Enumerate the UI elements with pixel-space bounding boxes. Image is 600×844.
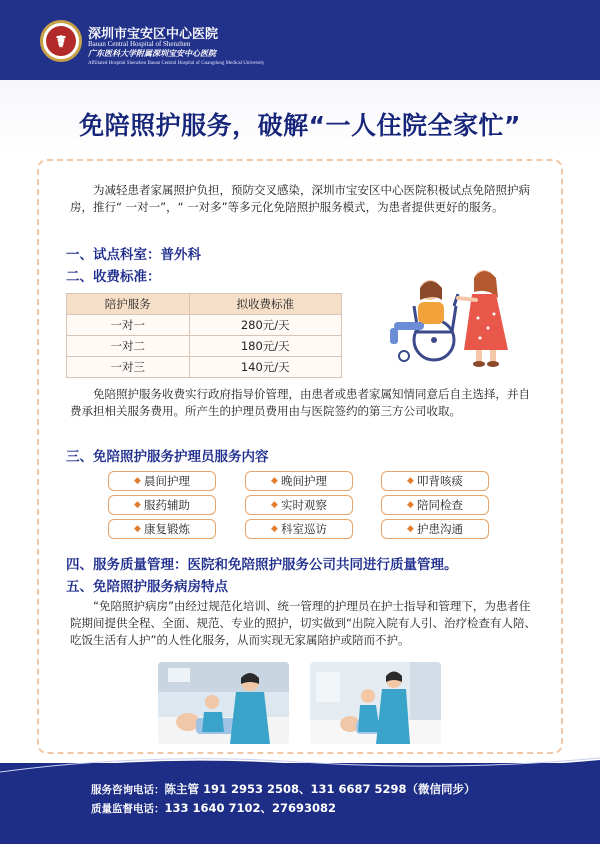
section-service-content: 三、免陪照护服务护理员服务内容 [66, 449, 269, 465]
table-header: 拟收费标准 [189, 294, 342, 315]
consult-phone-line [91, 781, 476, 797]
affiliate-name-en: Affiliated Hospital Shenzhen Baoan Central Hospital of Guangdong Medical University [88, 61, 265, 66]
service-item [245, 495, 353, 515]
bullet-icon: ◆ [271, 524, 278, 534]
service-item [381, 495, 489, 515]
hospital-name-cn: 深圳市宝安区中心医院 [88, 27, 219, 42]
service-label: 实时观察 [280, 498, 327, 512]
bullet-icon: ◆ [407, 524, 414, 534]
hospital-logo-icon: ☤ [40, 20, 82, 62]
table-cell: 一对一 [67, 315, 190, 336]
service-item [108, 519, 216, 539]
service-label: 服药辅助 [143, 498, 190, 512]
intro-paragraph: 为减轻患者家属照护负担，预防交叉感染，深圳市宝安区中心医院积极试点免陪照护病房，推行“ 一对一”，“ 一对多”等多元化免陪照护服务模式，为患者提供更好的服务。 [70, 183, 530, 214]
section-fee-standard: 二、收费标准： [66, 269, 161, 285]
header-banner [0, 0, 600, 80]
consult-phone-value: 陈主管 191 2953 2508、131 6687 5298（微信同步） [164, 782, 476, 796]
service-item [381, 471, 489, 491]
ward-features-paragraph: “免陪照护病房”由经过规范化培训、统一管理的护理员在护士指导和管理下，为患者住院期间提供全程、全面、规范、专业的照护，切实做到“出院入院有人引、治疗检查有人陪、吃饭生活有人护”的人性化服务，从而实现无家属陪护或陪而不护。 [70, 599, 536, 647]
service-item [108, 495, 216, 515]
supervise-phone-line [91, 800, 336, 816]
service-label: 晨间护理 [143, 474, 190, 488]
consult-phone-label: 服务咨询电话： [91, 784, 165, 796]
service-label: 康复锻炼 [143, 522, 190, 536]
supervise-phone-value: 133 1640 7102、27693082 [164, 801, 337, 815]
service-item [381, 519, 489, 539]
hospital-name-en: Baoan Central Hospital of Shenzhen [88, 40, 191, 48]
nursing-care-photo [158, 662, 289, 744]
service-label: 科室巡访 [280, 522, 327, 536]
bullet-icon: ◆ [407, 476, 414, 486]
table-row [67, 315, 342, 336]
service-label: 叩背咳痰 [416, 474, 463, 488]
bullet-icon: ◆ [134, 476, 141, 486]
fee-note-paragraph: 免陪照护服务收费实行政府指导价管理，由患者或患者家属知情同意后自主选择，并自费承担相关服务费用。所产生的护理员费用由与医院签约的第三方公司收取。 [70, 387, 530, 418]
nursing-care-photo [310, 662, 441, 744]
bullet-icon: ◆ [407, 500, 414, 510]
bullet-icon: ◆ [134, 500, 141, 510]
table-cell: 140元/天 [189, 357, 342, 378]
service-item [245, 519, 353, 539]
service-item [108, 471, 216, 491]
service-label: 晚间护理 [280, 474, 327, 488]
bullet-icon: ◆ [271, 500, 278, 510]
service-item [245, 471, 353, 491]
affiliate-name-cn: 广东医科大学附属深圳宝安中心医院 [88, 48, 216, 58]
bullet-icon: ◆ [271, 476, 278, 486]
table-row [67, 357, 342, 378]
supervise-phone-label: 质量监督电话： [91, 803, 165, 815]
table-cell: 280元/天 [189, 315, 342, 336]
section-quality-management: 四、服务质量管理：医院和免陪照护服务公司共同进行质量管理。 [66, 557, 458, 573]
page-title: 免陪照护服务，破解“一人住院全家忙” [79, 111, 521, 140]
section-pilot-dept: 一、试点科室：普外科 [66, 247, 201, 263]
fee-table [66, 293, 342, 378]
section-ward-features: 五、免陪照护服务病房特点 [66, 579, 228, 595]
wheelchair-caregiver-illustration [384, 258, 524, 368]
table-header-row [67, 294, 342, 315]
table-cell: 一对三 [67, 357, 190, 378]
service-label: 陪同检查 [416, 498, 463, 512]
table-row [67, 336, 342, 357]
bullet-icon: ◆ [134, 524, 141, 534]
footer-wave-decoration [0, 754, 600, 784]
table-cell: 180元/天 [189, 336, 342, 357]
table-header: 陪护服务 [67, 294, 190, 315]
service-label: 护患沟通 [416, 522, 463, 536]
table-cell: 一对二 [67, 336, 190, 357]
